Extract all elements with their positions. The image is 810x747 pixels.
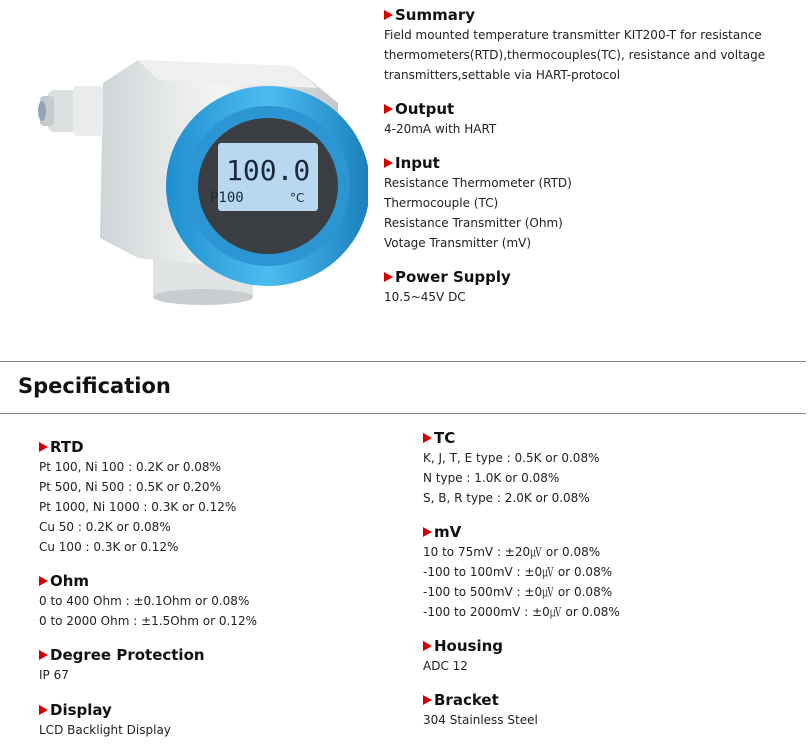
ohm-section [39, 571, 257, 631]
summary-line: Field mounted temperature transmitter KIT200-T for resistance [384, 28, 762, 42]
housing-line: ADC 12 [423, 659, 468, 673]
red-triangle-icon [39, 650, 48, 660]
input-line: Resistance Thermometer (RTD) [384, 176, 572, 190]
summary-line: transmitters,settable via HART-protocol [384, 68, 621, 82]
output-section [384, 99, 496, 139]
mv-section [423, 522, 620, 622]
summary-title: Summary [395, 6, 476, 24]
lcd-sensor: P100 [210, 190, 244, 206]
output-title: Output [395, 100, 455, 118]
red-triangle-icon [384, 158, 393, 168]
tc-line: K, J, T, E type : 0.5K or 0.08% [423, 451, 600, 465]
mv-line: -100 to 2000mV : ±0㎶ or 0.08% [423, 605, 620, 619]
tc-line: S, B, R type : 2.0K or 0.08% [423, 491, 590, 505]
red-triangle-icon [423, 527, 432, 537]
display-section [39, 700, 171, 740]
mv-line: 10 to 75mV : ±20㎶ or 0.08% [423, 545, 601, 559]
red-triangle-icon [39, 442, 48, 452]
red-triangle-icon [39, 705, 48, 715]
power-section [384, 267, 511, 307]
input-section [384, 153, 572, 253]
rtd-section [39, 437, 236, 557]
mv-title: mV [434, 523, 462, 541]
output-line: 4-20mA with HART [384, 122, 497, 136]
input-line: Thermocouple (TC) [384, 196, 499, 210]
red-triangle-icon [384, 10, 393, 20]
rtd-title: RTD [50, 438, 84, 456]
red-triangle-icon [423, 433, 432, 443]
red-triangle-icon [384, 104, 393, 114]
power-line: 10.5~45V DC [384, 290, 466, 304]
display-title: Display [50, 701, 112, 719]
red-triangle-icon [384, 272, 393, 282]
rtd-line: Pt 500, Ni 500 : 0.5K or 0.20% [39, 480, 221, 494]
summary-line: thermometers(RTD),thermocouples(TC), resistance and voltage [384, 48, 766, 62]
lcd-value: 100.0 [226, 154, 311, 187]
bracket-section [423, 690, 538, 730]
divider [0, 413, 806, 414]
housing-section [423, 636, 503, 676]
bracket-title: Bracket [434, 691, 499, 709]
divider [0, 361, 806, 362]
input-line: Resistance Transmitter (Ohm) [384, 216, 563, 230]
input-line: Votage Transmitter (mV) [384, 236, 532, 250]
summary-section [384, 5, 765, 85]
mv-line: -100 to 100mV : ±0㎶ or 0.08% [423, 565, 613, 579]
red-triangle-icon [423, 695, 432, 705]
bracket-line: 304 Stainless Steel [423, 713, 538, 727]
ohm-line: 0 to 400 Ohm : ±0.1Ohm or 0.08% [39, 594, 250, 608]
lcd-unit: °C [290, 191, 305, 205]
rtd-line: Pt 100, Ni 100 : 0.2K or 0.08% [39, 460, 221, 474]
transmitter-product-image [18, 8, 368, 308]
tc-title: TC [434, 429, 456, 447]
ohm-line: 0 to 2000 Ohm : ±1.5Ohm or 0.12% [39, 614, 257, 628]
tc-line: N type : 1.0K or 0.08% [423, 471, 560, 485]
power-title: Power Supply [395, 268, 511, 286]
protection-line: IP 67 [39, 668, 69, 682]
protection-section [39, 645, 205, 685]
housing-title: Housing [434, 637, 504, 655]
display-line: LCD Backlight Display [39, 723, 171, 737]
specification-title: Specification [18, 374, 171, 398]
red-triangle-icon [423, 641, 432, 651]
tc-section [423, 428, 599, 508]
mv-line: -100 to 500mV : ±0㎶ or 0.08% [423, 585, 613, 599]
input-title: Input [395, 154, 440, 172]
protection-title: Degree Protection [50, 646, 205, 664]
ohm-title: Ohm [50, 572, 90, 590]
red-triangle-icon [39, 576, 48, 586]
rtd-line: Cu 50 : 0.2K or 0.08% [39, 520, 171, 534]
rtd-line: Pt 1000, Ni 1000 : 0.3K or 0.12% [39, 500, 237, 514]
rtd-line: Cu 100 : 0.3K or 0.12% [39, 540, 179, 554]
